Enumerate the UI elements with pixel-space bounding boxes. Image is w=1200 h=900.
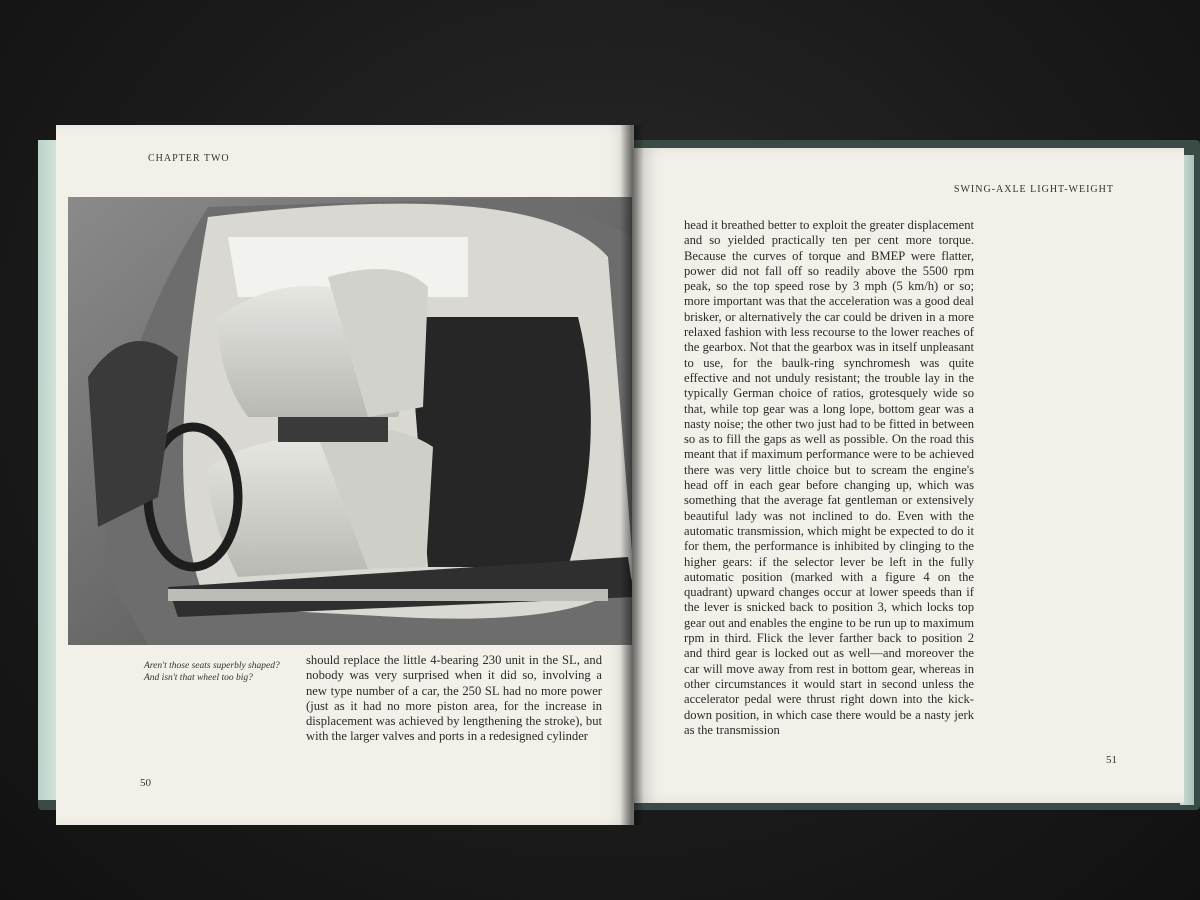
car-interior-illustration [68, 197, 634, 645]
right-body-text: head it breathed better to exploit the greater displacement and so yielded practically ten per cent more torque. Because the curves of torque and BMEP were flatter, power did not fall off so readily above the 5500 rpm peak, so the top speed rose by 3 mph (5 km/h) or so; more important was that the acceleration was a good deal brisker, or alternatively the car could be driven in a more relaxed fashion with less recourse to the lower reaches of the gearbox. Not that the gearbox was in itself unpleasant to use, for the baulk-ring synchromesh was quite effective and not unduly resistant; the trouble lay in the typically German choice of ratios, grotesquely wide so that, while top gear was a long lope, bottom gear was a nasty noise; the other two just had to be fitted in between so as to fill the gaps as well as possible. On the road this meant that if maximum performance were to be achieved there was very little choice but to scream the engine's head off in each gear before changing up, which was something that the average fat gentleman or extensively beautiful lady was not inclined to do. Even with the automatic transmission, which might be expected to do it for them, the performance is inhibited by clinging to the higher gears: if the selector lever be left in the fully automatic position (marked with a figure 4 on the quadrant) upward changes occur at lower speeds than if the lever is snicked back to position 3, which locks top gear out and enables the engine to be run up to maximum rpm in third. Flick the lever farther back to position 2 and third gear is locked out as well—and moreover the car will move away from rest in bottom gear, whereas in other circumstances it would start in second unless the accelerator pedal were thrust right down into the kick-down position, in which case there would be a nasty jerk as the transmission [684, 218, 974, 737]
left-page [56, 125, 634, 825]
left-body-text: should replace the little 4-bearing 230 unit in the SL, and nobody was very surprised when it did so, involving a new type number of a car, the 250 SL had no more power (just as it had no more piston area, for the increase in displacement was achieved by lengthening the stroke), but with the larger valves and ports in a redesigned cylinder [306, 653, 602, 744]
running-head-right: SWING-AXLE LIGHT-WEIGHT [953, 184, 1114, 195]
running-head-left: CHAPTER TWO [148, 153, 230, 164]
book-gutter [620, 125, 644, 825]
right-page [632, 148, 1184, 803]
car-interior-photo [68, 197, 634, 645]
page-number-left: 50 [140, 777, 151, 789]
page-number-right: 51 [1106, 754, 1117, 766]
photo-caption: Aren't those seats superbly shaped? And isn't that wheel too big? [144, 661, 280, 683]
